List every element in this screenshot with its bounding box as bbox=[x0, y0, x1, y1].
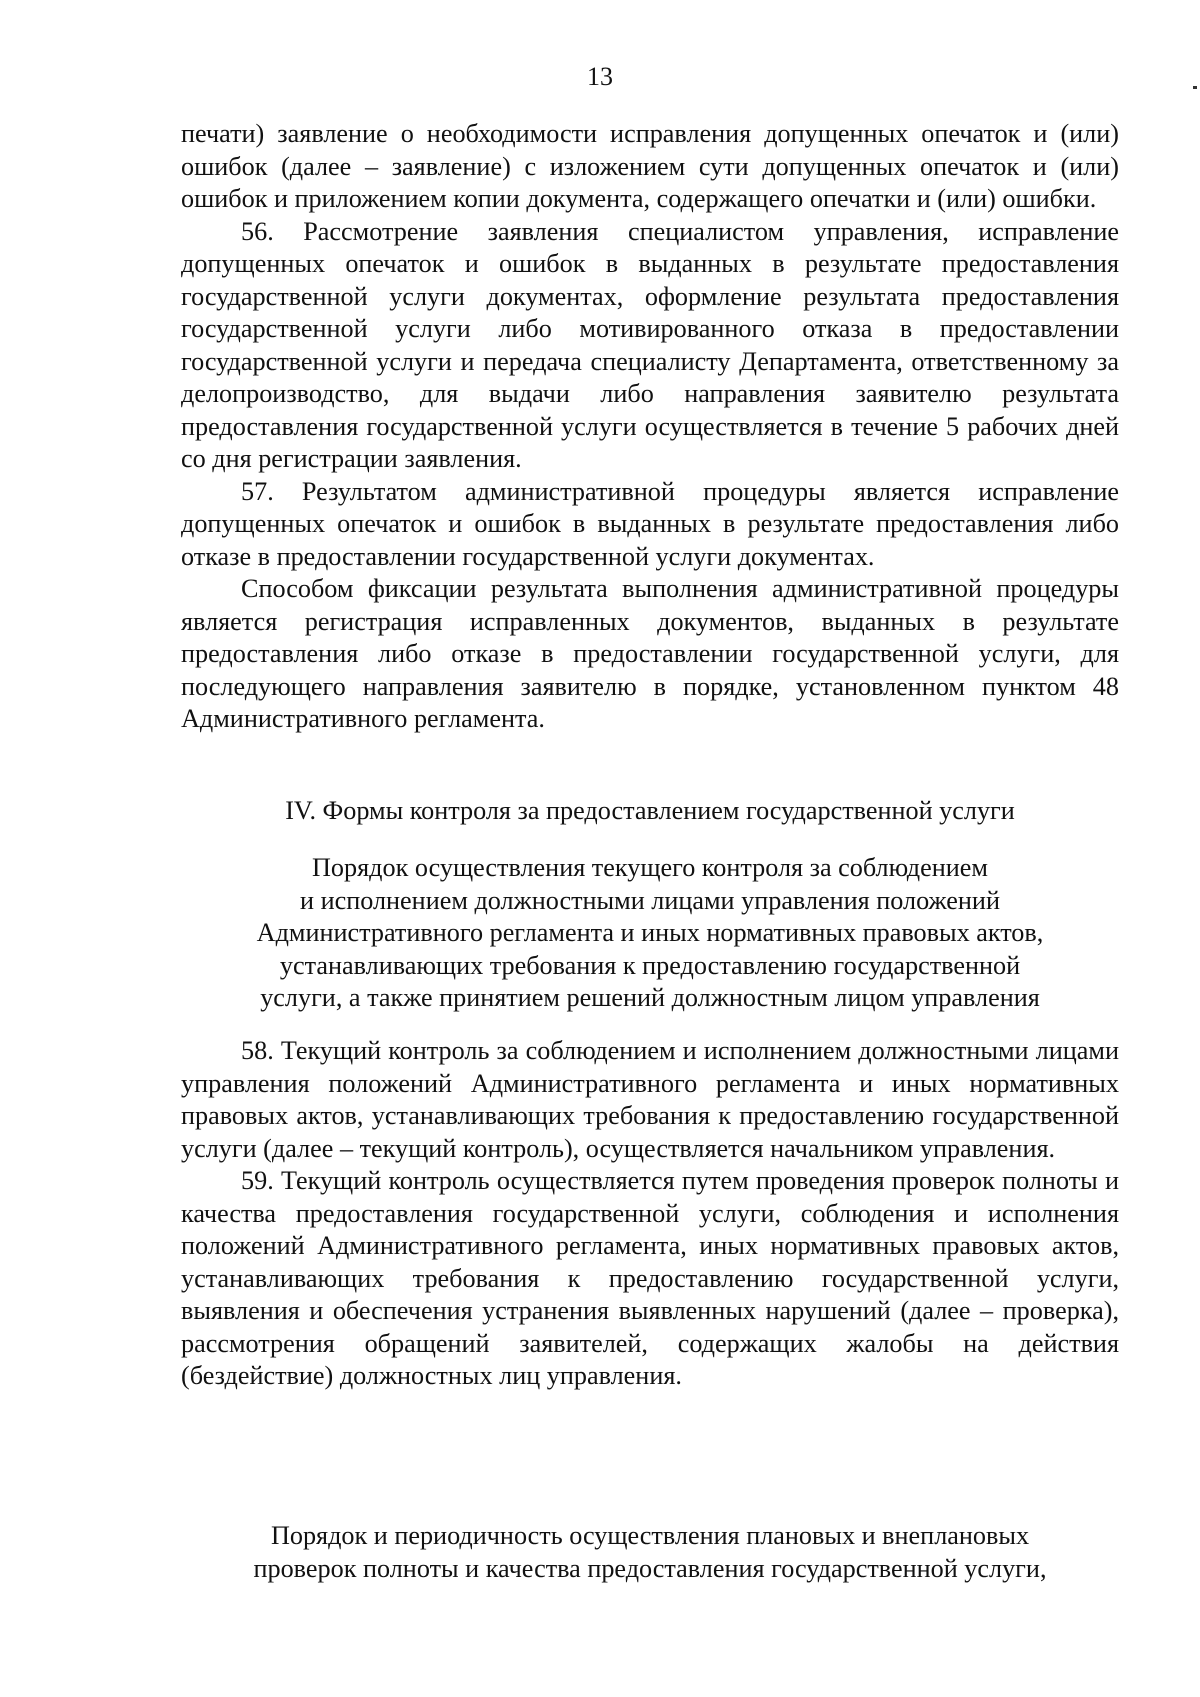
subheading-line: услуги, а также принятием решений должностным лицом управления bbox=[260, 983, 1040, 1012]
paragraph-55-continued: печати) заявление о необходимости исправления допущенных опечаток и (или) ошибок (далее – заявление) с изложением сути допущенных опечаток и (или) ошибок и приложением копии документа, содержащего опечатки и (или) ошибки. bbox=[181, 119, 1119, 213]
subheading-line: устанавливающих требования к предоставлению государственной bbox=[279, 950, 1021, 980]
inspections-subheading bbox=[181, 1520, 1119, 1585]
paragraph-59: 59. Текущий контроль осуществляется путем проведения проверок полноты и качества предоставления государственной услуги, соблюдения и исполнения положений Административного регламента, иных нормативных правовых актов, устанавливающих требования к предоставлению государственной услуги, выявления и обеспечения устранения выявленных нарушений (далее – проверка), рассмотрения обращений заявителей, содержащих жалобы на действия (бездействие) должностных лиц управления. bbox=[181, 1166, 1119, 1390]
subheading-line: Порядок и периодичность осуществления плановых и внеплановых bbox=[270, 1521, 1030, 1550]
subheading-line: Административного регламента и иных нормативных правовых актов, bbox=[256, 918, 1044, 947]
paragraph-57: 57. Результатом административной процедуры является исправление допущенных опечаток и ошибок в выданных в результате предоставления либо отказе в предоставлении государственной услуги документах. bbox=[181, 476, 1119, 571]
body-block-1 bbox=[181, 118, 1119, 736]
subheading-line: проверок полноты и качества предоставления государственной услуги, bbox=[253, 1553, 1047, 1583]
paragraph-57-fixation: Способом фиксации результата выполнения административной процедуры является регистрация исправленных документов, выданных в результате предоставления либо отказе в предоставлении государственной услуги, для последующего направления заявителю в порядке, установленном пунктом 48 Административного регламента. bbox=[181, 574, 1119, 733]
body-block-2 bbox=[181, 1035, 1119, 1393]
subheading-line: и исполнением должностными лицами управления положений bbox=[300, 885, 1000, 915]
paragraph-56: 56. Рассмотрение заявления специалистом управления, исправление допущенных опечаток и ошибок в выданных в результате предоставления государственной услуги документах, оформление результата предоставления государственной услуги либо мотивированного отказа в предоставлении государственной услуги и передача специалисту Департамента, ответственному за делопроизводство, для выдачи либо направления заявителю результата предоставления государственной услуги осуществляется в течение 5 рабочих дней со дня регистрации заявления. bbox=[181, 216, 1119, 473]
section-iv-heading: IV. Формы контроля за предоставлением государственной услуги bbox=[285, 796, 1015, 825]
page-number: 13 bbox=[587, 62, 613, 91]
current-control-subheading bbox=[181, 852, 1119, 1015]
subheading-line: Порядок осуществления текущего контроля за соблюдением bbox=[312, 853, 988, 882]
scan-mark bbox=[1193, 86, 1197, 89]
paragraph-58: 58. Текущий контроль за соблюдением и исполнением должностными лицами управления положений Административного регламента и иных нормативных правовых актов, устанавливающих требования к предоставлению государственной услуги (далее – текущий контроль), осуществляется начальником управления. bbox=[181, 1036, 1119, 1163]
